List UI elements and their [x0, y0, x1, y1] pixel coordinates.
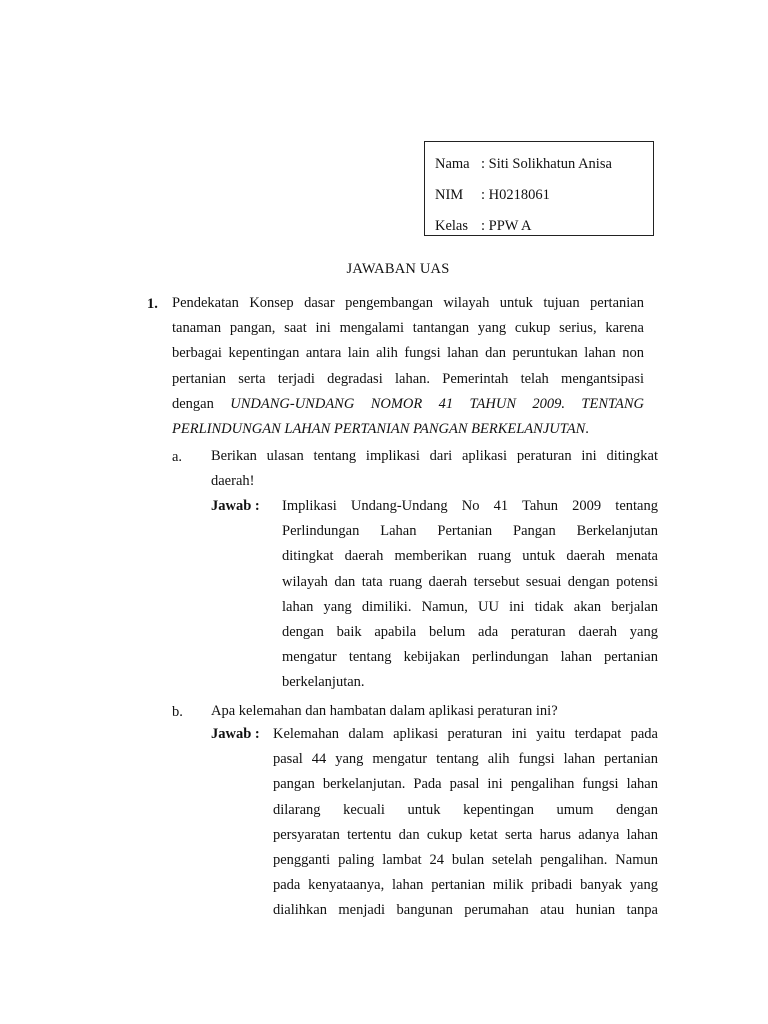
sub-question-marker-b: b.: [172, 704, 183, 720]
identity-value-name: : Siti Solikhatun Anisa: [481, 156, 612, 172]
law-title-part2: PERLINDUNGAN LAHAN PERTANIAN PANGAN BERKELANJUTAN: [172, 421, 586, 438]
answer-a-line: berkelanjutan.: [282, 674, 365, 691]
identity-label-class: Kelas: [435, 218, 469, 234]
question-1-line: pertanian serta terjadi degradasi lahan. Pemerintah telah mengantsipasi: [172, 370, 644, 387]
identity-row-nim: [435, 186, 550, 204]
question-1-line5-prefix: dengan: [172, 395, 231, 412]
answer-a-line: dengan baik apabila belum ada peraturan daerah yang: [282, 624, 658, 641]
sub-question-a-text: [211, 444, 658, 494]
answer-a-line: mengatur tentang kebijakan perlindungan lahan pertanian: [282, 649, 658, 666]
sub-question-marker-a: a.: [172, 449, 183, 465]
identity-row-name: [435, 155, 612, 173]
sub-question-a-line: Berikan ulasan tentang implikasi dari aplikasi peraturan ini ditingkat: [211, 448, 658, 464]
answer-a-line: lahan yang dimiliki. Namun, UU ini tidak akan berjalan: [282, 598, 658, 615]
question-1-text: [172, 291, 644, 442]
law-title-part1: UNDANG-UNDANG NOMOR 41 TAHUN 2009. TENTANG: [230, 395, 644, 412]
answer-b-line: dialihkan menjadi bangunan perumahan atau hunian tanpa: [273, 902, 658, 919]
identity-row-class: [435, 217, 532, 235]
question-1-line: tanaman pangan, saat ini mengalami tantangan yang cukup serius, karena: [172, 320, 644, 337]
identity-value-class: : PPW A: [481, 218, 532, 234]
identity-value-nim: : H0218061: [481, 187, 550, 203]
question-1-line: [172, 417, 644, 442]
identity-label-nim: NIM: [435, 187, 464, 203]
answer-a-text: [282, 494, 658, 696]
answer-b-line: pangan berkelanjutan. Pada pasal ini pengalihan fungsi lahan: [273, 776, 658, 793]
answer-b-line: pengganti paling lambat 24 bulan setelah pengalihan. Namun: [273, 852, 658, 869]
answer-a-line: Perlindungan Lahan Pertanian Pangan Berkelanjutan: [282, 523, 658, 540]
sub-question-b-line: Apa kelemahan dan hambatan dalam aplikasi peraturan ini?: [211, 703, 558, 719]
answer-b-line: Kelemahan dalam aplikasi peraturan ini yaitu terdapat pada: [273, 726, 658, 742]
sub-question-a-line: daerah!: [211, 473, 255, 490]
answer-label-a: Jawab :: [211, 498, 260, 514]
question-1-line: Pendekatan Konsep dasar pengembangan wilayah untuk tujuan pertanian: [172, 295, 644, 311]
answer-a-line: wilayah dan tata ruang daerah tersebut sesuai dengan potensi: [282, 573, 658, 590]
question-1-line6-suffix: .: [585, 421, 589, 438]
sub-question-b-text: [211, 699, 658, 724]
answer-a-line: ditingkat daerah memberikan ruang untuk daerah menata: [282, 548, 658, 565]
identity-label-name: Nama: [435, 156, 470, 172]
student-identity-box: [424, 141, 654, 236]
answer-b-line: pasal 44 yang mengatur tentang alih fungsi lahan pertanian: [273, 751, 658, 768]
answer-label-b: Jawab :: [211, 726, 260, 742]
answer-b-line: dilarang kecuali untuk kepentingan umum dengan: [273, 801, 658, 818]
answer-b-text: [273, 722, 658, 924]
answer-b-line: pada kenyataanya, lahan pertanian milik pribadi banyak yang: [273, 877, 658, 894]
question-number-1: 1.: [147, 296, 158, 312]
answer-b-line: persyaratan tertentu dan cukup ketat serta harus adanya lahan: [273, 826, 658, 843]
document-title: JAWABAN UAS: [346, 261, 450, 277]
answer-a-line: Implikasi Undang-Undang No 41 Tahun 2009 tentang: [282, 498, 658, 514]
question-1-line: berbagai kepentingan antara lain alih fungsi lahan dan peruntukan lahan non: [172, 345, 644, 362]
question-1-line: [172, 392, 644, 417]
